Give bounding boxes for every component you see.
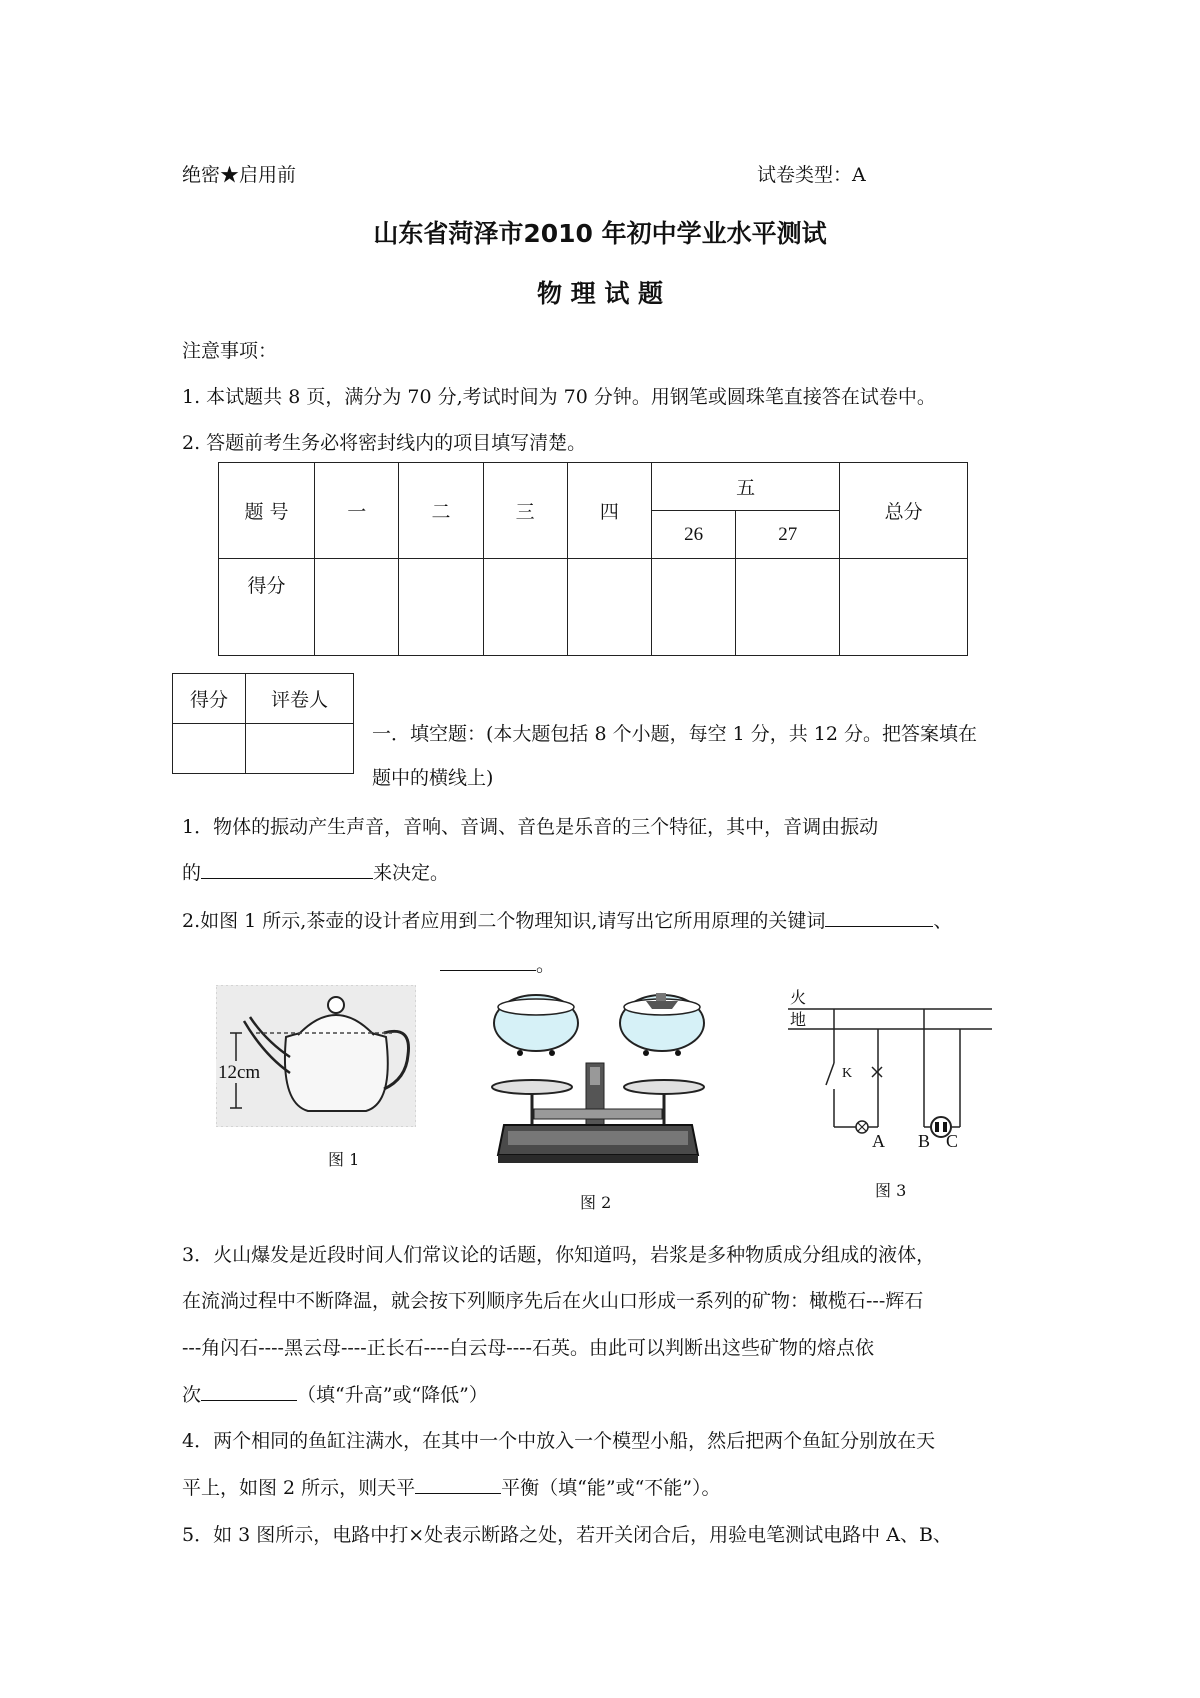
score-cell[interactable] — [399, 559, 483, 656]
score-table-total: 总分 — [840, 463, 968, 559]
subject-title: 物 理 试 题 — [536, 279, 664, 308]
secret-label: 绝密★启用前 — [182, 164, 297, 186]
grader-name-cell[interactable] — [246, 724, 354, 774]
q5-text: 5．如 3 图所示，电路中打×处表示断路之处，若开关闭合后，用验电笔测试电路中 A、B、 — [182, 1524, 952, 1546]
q1-answer-line — [182, 858, 449, 885]
fig1-height-label: 12cm — [218, 1062, 261, 1083]
score-table-col-4: 四 — [567, 463, 651, 559]
figure-2-balance — [486, 985, 710, 1173]
fig3-ground-label: 地 — [790, 1010, 807, 1029]
figure-3-caption: 图 3 — [875, 1181, 907, 1200]
q2-blank-2[interactable] — [440, 952, 536, 971]
score-cell[interactable] — [315, 559, 399, 656]
score-table-group: 五 — [652, 463, 840, 511]
figure-2-caption: 图 2 — [580, 1193, 612, 1212]
score-cell[interactable] — [567, 559, 651, 656]
score-table — [218, 462, 968, 656]
q2-end: 。 — [536, 954, 556, 976]
q4-prefix: 平上，如图 2 所示，则天平 — [182, 1477, 416, 1499]
q1-text: 1．物体的振动产生声音，音响、音调、音色是乐音的三个特征，其中，音调由振动 — [182, 816, 879, 838]
figure-1-caption: 图 1 — [328, 1150, 360, 1169]
page-title: 山东省菏泽市2010 年初中学业水平测试 — [373, 219, 827, 248]
q2-line: 2.如图 1 所示,茶壶的设计者应用到二个物理知识,请写出它所用原理的关键词 — [182, 910, 826, 932]
score-cell[interactable] — [483, 559, 567, 656]
q4-answer-line — [182, 1473, 721, 1500]
figure-3-circuit — [778, 985, 996, 1151]
grader-box — [172, 673, 354, 774]
q3-text-2: 在流淌过程中不断降温，就会按下列顺序先后在火山口形成一系列的矿物：橄榄石---辉石 — [182, 1290, 924, 1312]
score-cell[interactable] — [652, 559, 736, 656]
section1-instructions: 一．填空题：(本大题包括 8 个小题，每空 1 分，共 12 分。把答案填在 — [372, 723, 978, 745]
score-cell[interactable] — [840, 559, 968, 656]
q3-text-3: ---角闪石----黑云母----正长石----白云母----石英。由此可以判断出这些矿物的熔点依 — [182, 1337, 874, 1359]
notice-item-1: 1. 本试题共 8 页，满分为 70 分,考试时间为 70 分钟。用钢笔或圆珠笔直接答在试卷中。 — [182, 386, 936, 408]
fig3-switch-label: K — [842, 1066, 853, 1081]
notice-heading: 注意事项： — [182, 340, 278, 362]
figure-1-teapot — [216, 985, 416, 1127]
q3-blank[interactable] — [201, 1382, 297, 1401]
q2-sep: 、 — [933, 910, 953, 932]
grader-box-score-label: 得分 — [173, 674, 246, 724]
q1-prefix: 的 — [182, 862, 202, 884]
section1-instructions-cont: 题中的横线上) — [372, 767, 494, 789]
q3-prefix: 次 — [182, 1384, 202, 1406]
score-cell[interactable] — [736, 559, 840, 656]
fig3-live-label: 火 — [790, 988, 807, 1007]
q3-answer-line — [182, 1380, 488, 1407]
score-table-score-label: 得分 — [219, 559, 315, 656]
q1-blank[interactable] — [201, 860, 373, 879]
score-table-col-3: 三 — [483, 463, 567, 559]
q2-answer-line — [440, 950, 555, 977]
q2-text — [182, 906, 952, 933]
q2-blank-1[interactable] — [825, 908, 933, 927]
fig3-point-b: B — [918, 1131, 931, 1151]
paper-type: 试卷类型：A — [757, 164, 866, 186]
q4-text: 4．两个相同的鱼缸注满水，在其中一个中放入一个模型小船，然后把两个鱼缸分别放在天 — [182, 1430, 936, 1452]
fig3-point-a: A — [872, 1131, 885, 1151]
score-table-row-label: 题 号 — [219, 463, 315, 559]
grader-box-grader-label: 评卷人 — [246, 674, 354, 724]
q1-suffix: 来决定。 — [373, 862, 450, 884]
q4-blank[interactable] — [415, 1475, 501, 1494]
grader-score-cell[interactable] — [173, 724, 246, 774]
q3-text-1: 3．火山爆发是近段时间人们常议论的话题，你知道吗，岩浆是多种物质成分组成的液体， — [182, 1244, 936, 1266]
score-table-sub-26: 26 — [652, 511, 736, 559]
q3-suffix: （填“升高”或“降低”） — [297, 1384, 488, 1406]
notice-item-2: 2. 答题前考生务必将密封线内的项目填写清楚。 — [182, 432, 587, 454]
fig3-point-c: C — [946, 1131, 959, 1151]
score-table-col-2: 二 — [399, 463, 483, 559]
q4-suffix: 平衡（填“能”或“不能”）。 — [501, 1477, 721, 1499]
score-table-sub-27: 27 — [736, 511, 840, 559]
score-table-col-1: 一 — [315, 463, 399, 559]
